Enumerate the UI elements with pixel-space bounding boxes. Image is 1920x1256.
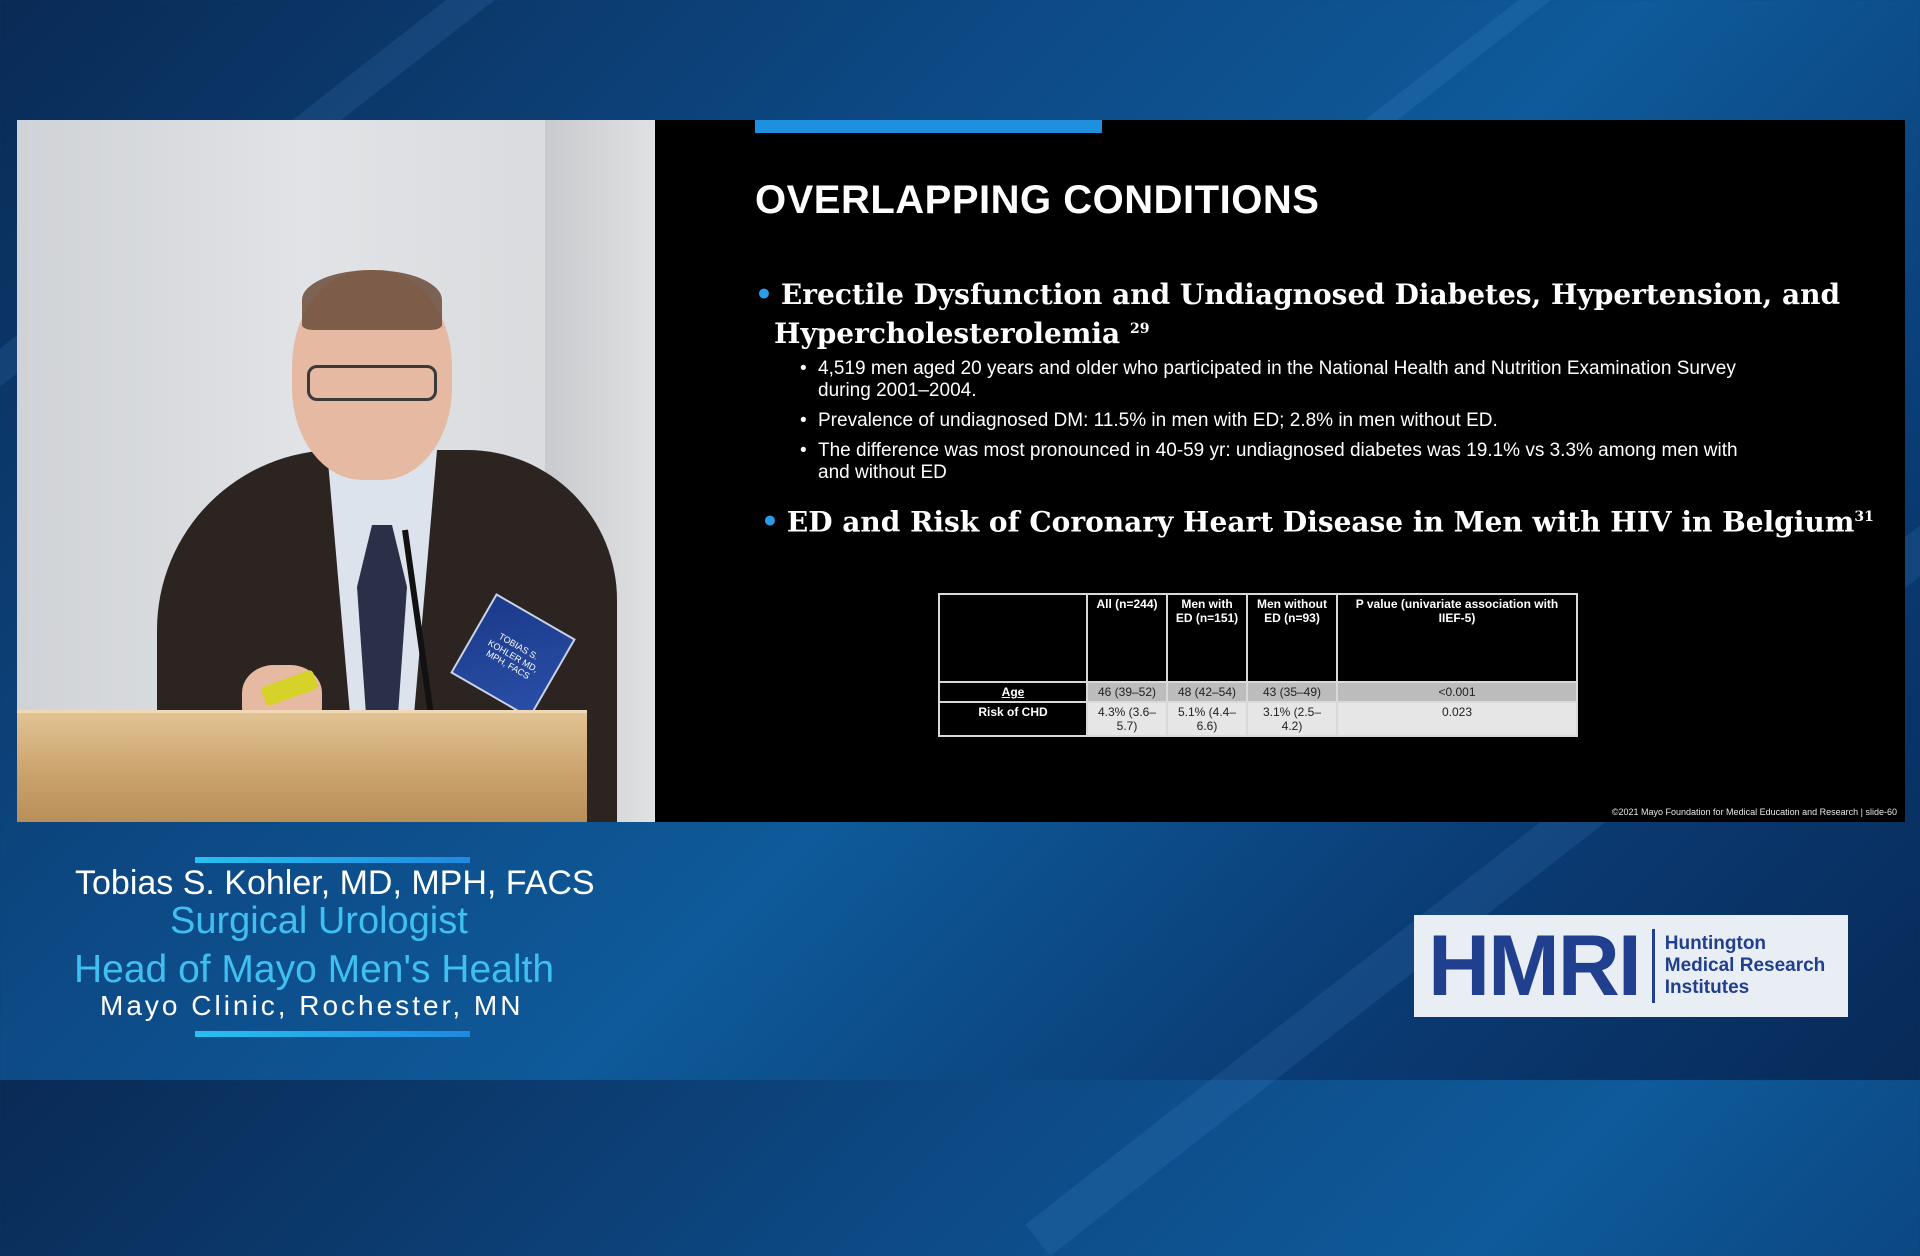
speaker-name: Tobias S. Kohler, MD, MPH, FACS [75,864,595,902]
data-table [938,593,1578,737]
table-cell: 3.1% (2.5–4.2) [1247,702,1337,736]
logo-line: Institutes [1664,977,1750,998]
table-cell: 43 (35–49) [1247,682,1337,702]
logo-full-name [1665,933,1826,999]
logo-abbr: HMRI [1428,918,1640,1014]
name-accent-line-top [195,857,470,863]
main-bullet-1 [755,278,1840,351]
table-cell: 5.1% (4.4–6.6) [1167,702,1247,736]
bullet-2-text: ED and Risk of Coronary Heart Disease in Men with HIV in Belgium [786,505,1855,539]
bullet-1-line-1: Erectile Dysfunction and Undiagnosed Diabetes, Hypertension, and [780,278,1841,311]
logo-line: Medical Research [1664,955,1826,976]
sub-bullet: • 4,519 men aged 20 years and older who participated in the National Health and Nutrition Examination Survey during 2001–2004. [800,358,1760,402]
main-bullet-2 [761,500,1874,539]
speaker-glasses [307,365,437,401]
table-row-label: Age [939,682,1087,702]
table-row [939,682,1577,702]
speaker-hair [302,270,442,330]
sub-bullet: • Prevalence of undiagnosed DM: 11.5% in men with ED; 2.8% in men without ED. [800,410,1760,432]
podium [17,710,587,822]
speaker-role: Surgical Urologist [170,900,468,942]
table-header [939,594,1087,682]
presentation-slide [655,120,1905,822]
slide-copyright: ©2021 Mayo Foundation for Medical Education and Research | slide-60 [1611,807,1897,817]
sub-bullet: • The difference was most pronounced in 40-59 yr: undiagnosed diabetes was 19.1% vs 3.3% among men with and without ED [800,440,1760,484]
table-cell: 0.023 [1337,702,1577,736]
bullet-dot: • [761,505,779,539]
table-row-label: Risk of CHD [939,702,1087,736]
table-header: P value (univariate association with IIEF-5) [1337,594,1577,682]
speaker-location: Mayo Clinic, Rochester, MN [100,990,524,1021]
bullet-dot: • [755,278,773,311]
slide-title: OVERLAPPING CONDITIONS [755,178,1320,222]
sub-bullet-list [800,358,1760,492]
logo-separator [1652,929,1655,1003]
table-cell: <0.001 [1337,682,1577,702]
name-badge: TOBIAS S. KOHLER MD, MPH, FACS [450,593,576,719]
table-row [939,702,1577,736]
logo-line: Huntington [1664,933,1767,954]
speaker-video [17,120,655,822]
bullet-1-ref: 29 [1129,321,1150,337]
table-cell: 46 (39–52) [1087,682,1167,702]
table-cell: 48 (42–54) [1167,682,1247,702]
name-accent-line-bottom [195,1031,470,1037]
table-header: Men with ED (n=151) [1167,594,1247,682]
bullet-1-line-2: Hypercholesterolemia [774,317,1121,351]
speaker-title: Head of Mayo Men's Health [74,948,555,991]
table-header: All (n=244) [1087,594,1167,682]
table-header: Men without ED (n=93) [1247,594,1337,682]
hmri-logo [1414,915,1848,1017]
table-header-row [939,594,1577,682]
bullet-2-ref: 31 [1854,509,1874,525]
slide-accent-bar [755,120,1102,133]
table-cell: 4.3% (3.6–5.7) [1087,702,1167,736]
